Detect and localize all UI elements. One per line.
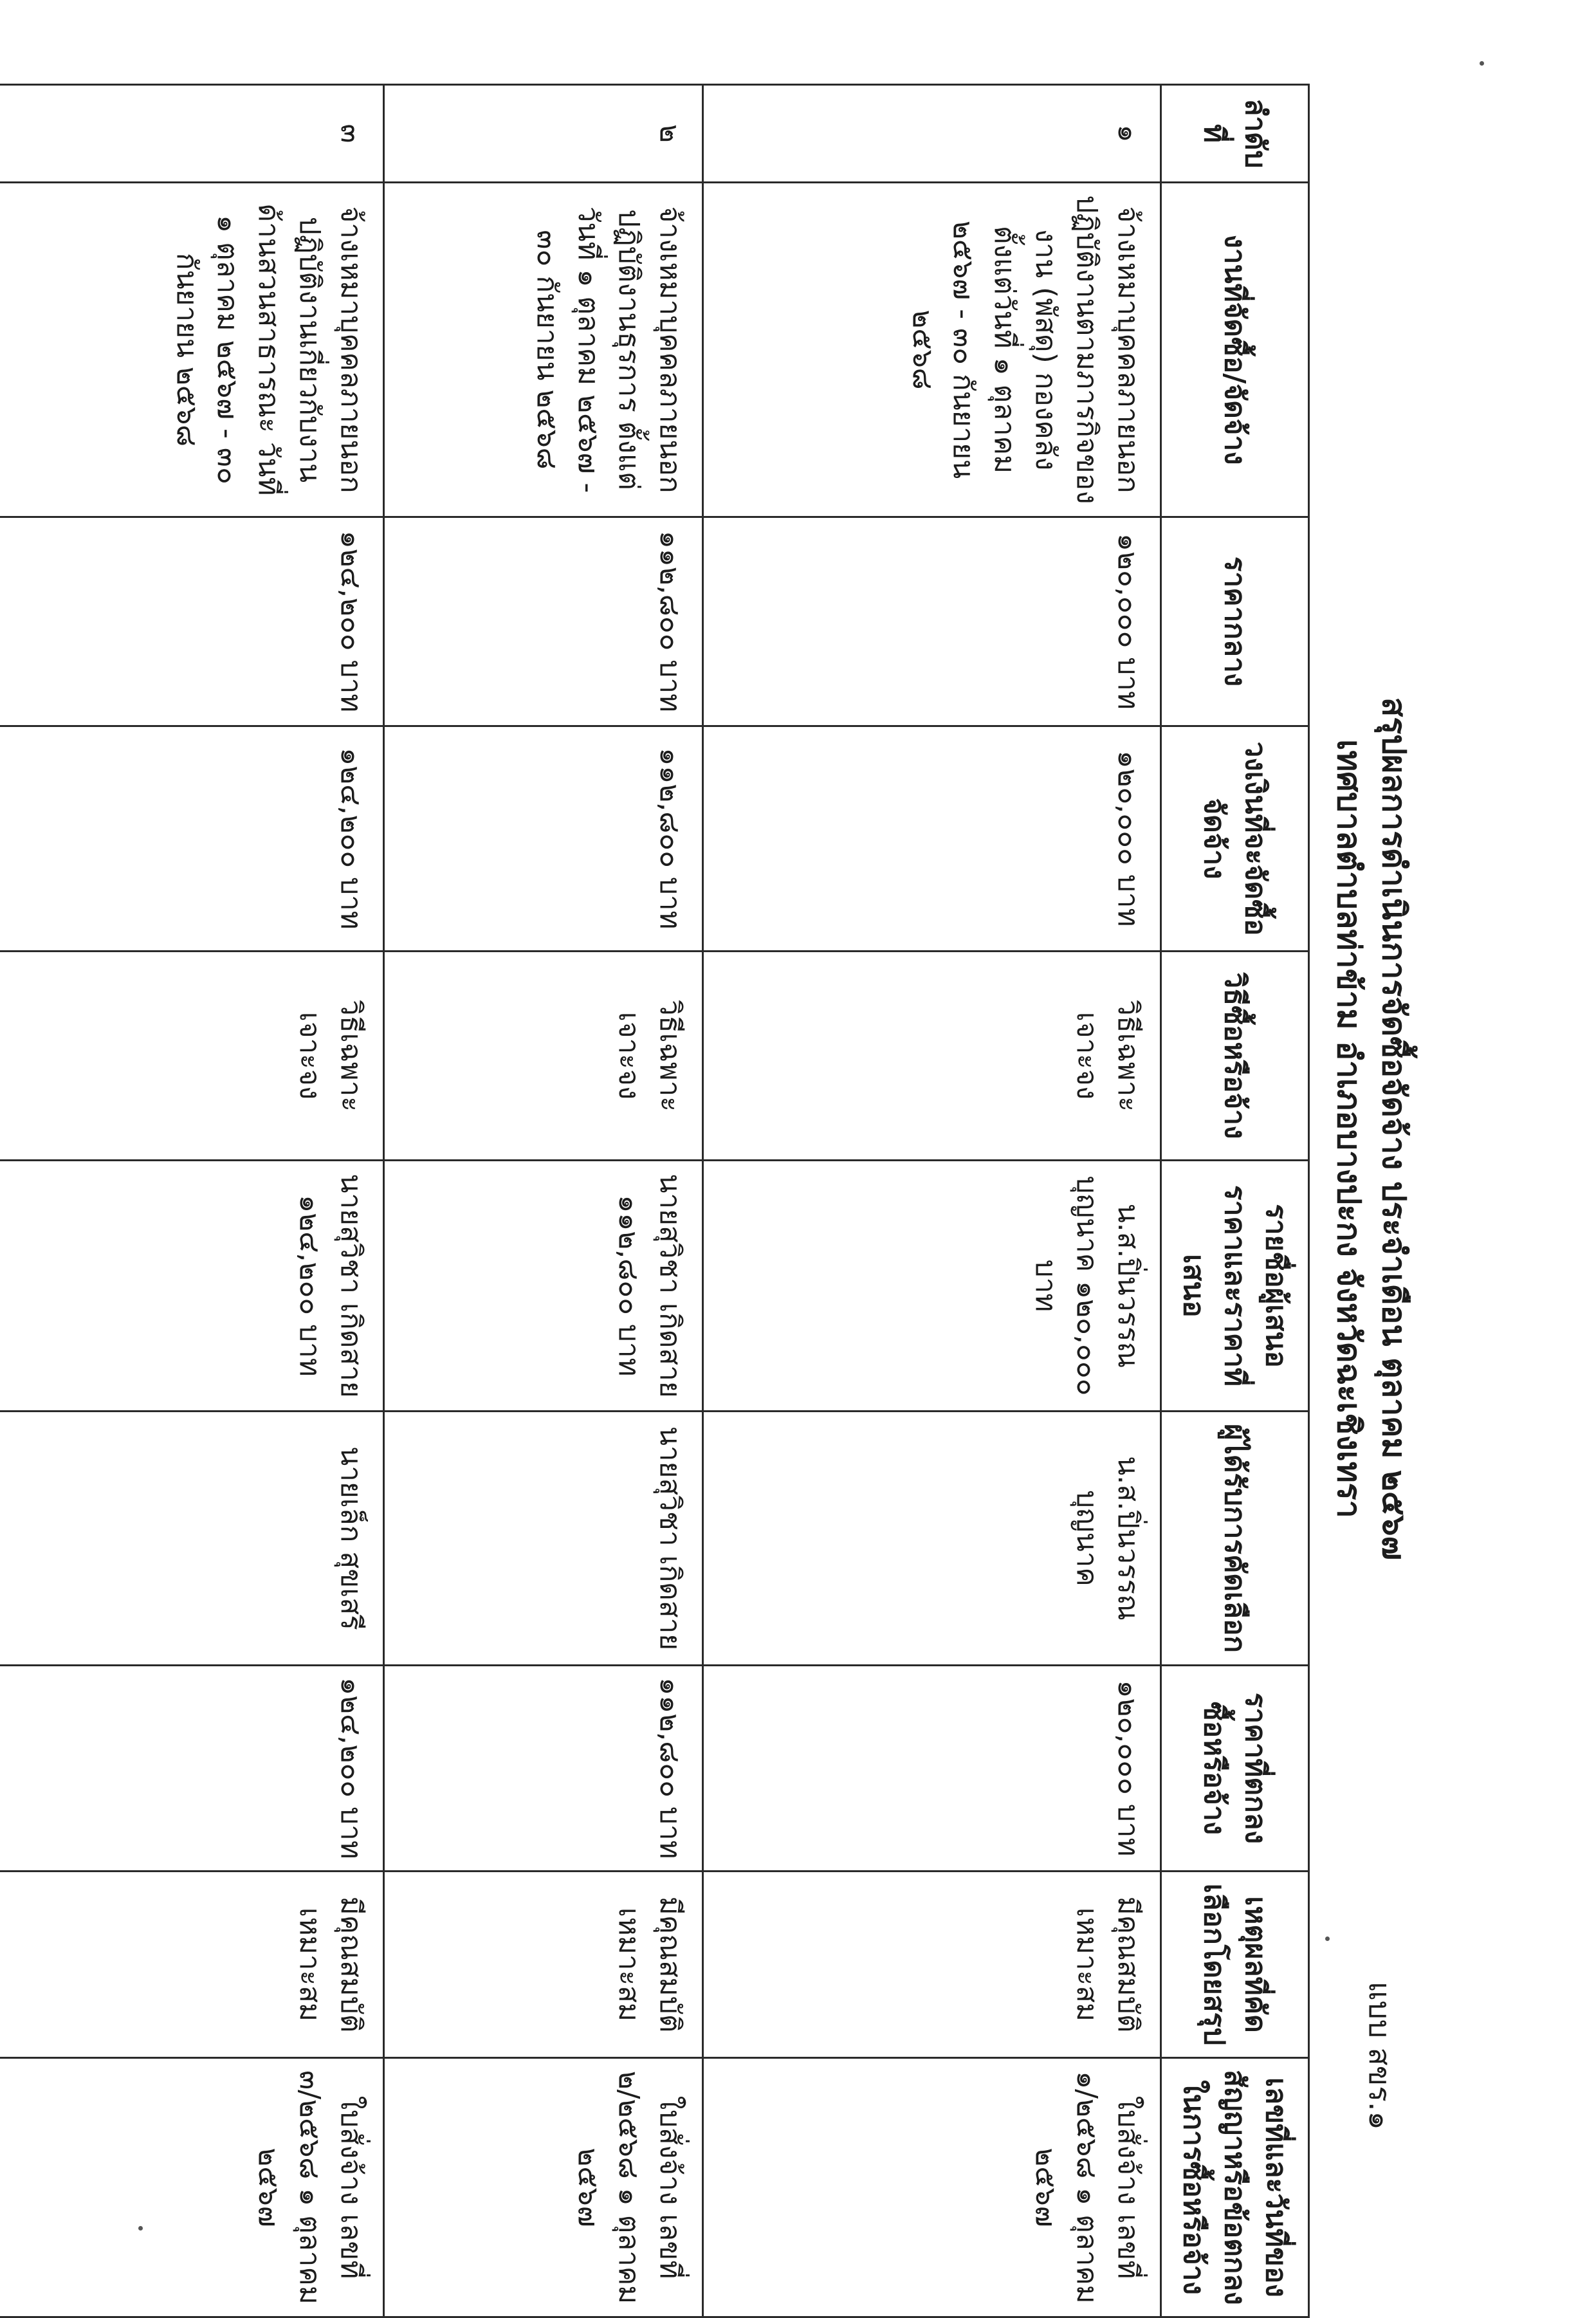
header-budget: วงเงินที่จะจัดซื้อจัดจ้าง — [1160, 726, 1308, 952]
row-budget: ๑๒๐,๐๐๐ บาท — [703, 726, 1160, 952]
row-reason: มีคุณสมบัติเหมาะสม — [0, 1872, 383, 2058]
row-median-price: ๑๒๔,๒๐๐ บาท — [0, 517, 383, 726]
row-item-no: ๓ — [0, 85, 383, 183]
row-median-price: ๑๒๐,๐๐๐ บาท — [703, 517, 1160, 726]
row-budget: ๑๑๒,๘๐๐ บาท — [383, 726, 702, 952]
row-budget: ๑๒๔,๒๐๐ บาท — [0, 726, 383, 952]
row-agreed-price: ๑๒๔,๒๐๐ บาท — [0, 1666, 383, 1872]
row-agreed-price: ๑๑๒,๘๐๐ บาท — [383, 1666, 702, 1872]
form-code: แบบ สขร.๑ — [1362, 1982, 1397, 2130]
table-row — [703, 85, 1160, 2317]
row-reason: มีคุณสมบัติเหมาะสม — [703, 1872, 1160, 2058]
header-median-price: ราคากลาง — [1160, 517, 1308, 726]
row-bidders: นายสุวิชา เกิดสาย ๑๒๔,๒๐๐ บาท — [0, 1161, 383, 1412]
header-reason: เหตุผลที่คัดเลือกโดยสรุป — [1160, 1872, 1308, 2058]
row-job: จ้างเหมาบุคคลภายนอกปฏิบัติงานธุรการ ตั้งแต่วันที่ ๑ ตุลาคม ๒๕๖๗ - ๓๐ กันยายน ๒๕๖๘ — [383, 183, 702, 517]
header-bidders: รายชื่อผู้เสนอราคาและราคาที่เสนอ — [1160, 1161, 1308, 1412]
row-method: วิธีเฉพาะเจาะจง — [383, 952, 702, 1161]
table-header-row — [1160, 85, 1308, 2317]
row-bidders: น.ส.ปิ่นวรรณ บุญนาค ๑๒๐,๐๐๐ บาท — [703, 1161, 1160, 1412]
row-agreed-price: ๑๒๐,๐๐๐ บาท — [703, 1666, 1160, 1872]
row-contract: ใบสั่งจ้าง เลขที่ ๓/๒๕๖๘ ๑ ตุลาคม ๒๕๖๗ — [0, 2058, 383, 2317]
row-selected: น.ส.ปิ่นวรรณ บุญนาค — [703, 1412, 1160, 1666]
row-job: จ้างเหมาบุคคลภายนอกปฏิบัติงานเกี่ยวกับงานด้านสวนสาธารณะ วันที่ ๑ ตุลาคม ๒๕๖๗ - ๓๐ กันยายน ๒๕๖๘ — [0, 183, 383, 517]
header-contract: เลขที่และวันที่ของสัญญาหรือข้อตกลงในการซื้อหรือจ้าง — [1160, 2058, 1308, 2317]
row-method: วิธีเฉพาะเจาะจง — [0, 952, 383, 1161]
row-reason: มีคุณสมบัติเหมาะสม — [383, 1872, 702, 2058]
table-row — [383, 85, 702, 2317]
row-method: วิธีเฉพาะเจาะจง — [703, 952, 1160, 1161]
document-subtitle: เทศบาลตำบลท่าข้าม อำเภอบางปะกง จังหวัดฉะเชิงเทรา — [1330, 739, 1368, 1518]
row-bidders: นายสุวิชา เกิดสาย ๑๑๒,๘๐๐ บาท — [383, 1161, 702, 1412]
scan-speck — [1480, 61, 1484, 66]
row-contract: ใบสั่งจ้าง เลขที่ ๑/๒๕๖๘ ๑ ตุลาคม ๒๕๖๗ — [703, 2058, 1160, 2317]
row-selected: นายสุวิชา เกิดสาย — [383, 1412, 702, 1666]
row-selected: นายเล็ก สุขเสรี — [0, 1412, 383, 1666]
row-item-no: ๑ — [703, 85, 1160, 183]
header-job: งานที่จัดซื้อ/จัดจ้าง — [1160, 183, 1308, 517]
header-selected: ผู้ได้รับการคัดเลือก — [1160, 1412, 1308, 1666]
scan-speck — [138, 2226, 143, 2231]
header-method: วิธีซื้อหรือจ้าง — [1160, 952, 1308, 1161]
row-item-no: ๒ — [383, 85, 702, 183]
header-item-no: ลำดับที่ — [1160, 85, 1308, 183]
row-job: จ้างเหมาบุคคลภายนอกปฏิบัติงานตามภารกิจของงาน (พัสดุ) กองคลัง ตั้งแต่วันที่ ๑ ตุลาคม ๒๕๖๗ - ๓๐ กันยายน ๒๕๖๘ — [703, 183, 1160, 517]
procurement-table — [0, 84, 1310, 2318]
row-median-price: ๑๑๒,๘๐๐ บาท — [383, 517, 702, 726]
row-contract: ใบสั่งจ้าง เลขที่ ๒/๒๕๖๘ ๑ ตุลาคม ๒๕๖๗ — [383, 2058, 702, 2317]
scan-speck — [1325, 1936, 1330, 1941]
header-agreed-price: ราคาที่ตกลงซื้อหรือจ้าง — [1160, 1666, 1308, 1872]
table-row — [0, 85, 383, 2317]
document-title: สรุปผลการดำเนินการจัดซื้อจัดจ้าง ประจำเดือน ตุลาคม ๒๕๖๗ — [1375, 697, 1413, 1561]
